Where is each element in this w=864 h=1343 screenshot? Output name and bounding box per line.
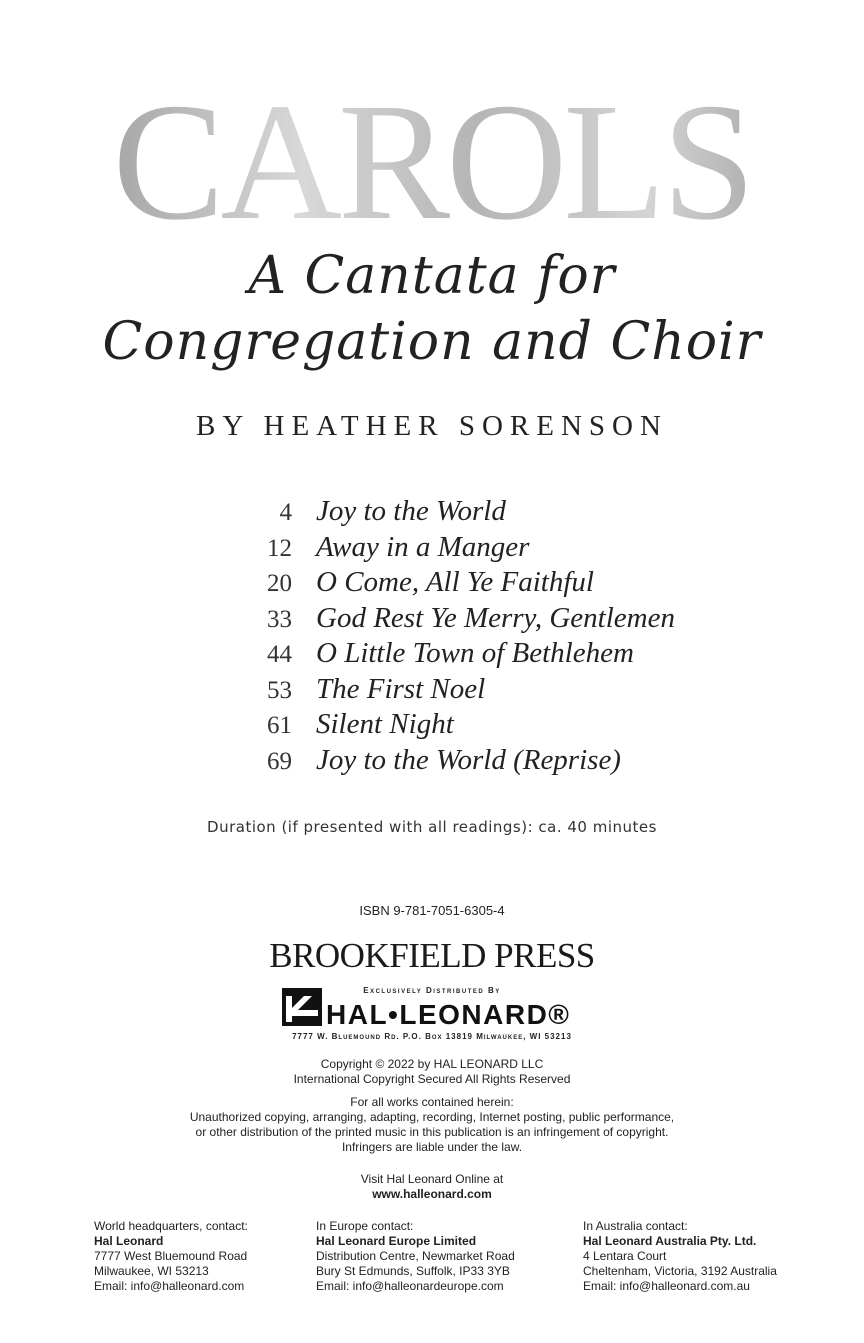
contents-page-number: 53 — [267, 676, 292, 704]
contact-address-line: Distribution Centre, Newmarket Road — [316, 1249, 515, 1263]
contact-europe — [316, 1219, 515, 1294]
contents-item — [258, 637, 678, 673]
contents-item — [258, 744, 678, 780]
contact-email[interactable]: Email: info@halleonard.com — [94, 1279, 245, 1293]
table-of-contents — [258, 495, 678, 779]
website-link[interactable]: www.halleonard.com — [372, 1187, 492, 1201]
distributor-wordmark: HAL•LEONARD® — [326, 999, 571, 1030]
contents-song-title: O Come, All Ye Faithful — [316, 566, 594, 598]
contents-page-number: 20 — [267, 570, 292, 597]
contact-email[interactable]: Email: info@halleonardeurope.com — [316, 1279, 504, 1293]
contents-song-title: Joy to the World (Reprise) — [316, 743, 621, 776]
contact-world-headquarters — [94, 1219, 248, 1294]
contents-item — [258, 495, 678, 531]
contents-page-number: 61 — [267, 712, 292, 739]
subtitle-line-1: A Cantata for — [248, 246, 616, 306]
notice-line: Unauthorized copying, arranging, adapting, recording, Internet posting, public performance, — [189, 1110, 675, 1124]
visit-label: Visit Hal Leonard Online at — [360, 1172, 504, 1186]
contents-song-title: O Little Town of Bethlehem — [316, 637, 634, 669]
hal-leonard-logo-icon — [282, 988, 322, 1026]
duration-note: Duration (if presented with all readings): ca. 40 minutes — [207, 818, 657, 836]
contact-address-line: Milwaukee, WI 53213 — [94, 1264, 209, 1278]
contact-org: Hal Leonard Europe Limited — [316, 1234, 477, 1248]
contents-song-title: Silent Night — [316, 708, 454, 740]
copyright-line: Copyright © 2022 by HAL LEONARD LLC — [320, 1057, 544, 1071]
isbn: ISBN 9-781-7051-6305-4 — [359, 903, 505, 918]
contact-org: Hal Leonard — [94, 1234, 164, 1248]
notice-line: or other distribution of the printed music in this publication is an infringement of copyright. — [195, 1125, 669, 1139]
distributed-by-label: Exclusively Distributed By — [363, 986, 501, 995]
author-byline: BY HEATHER SORENSON — [196, 410, 668, 442]
contact-australia — [583, 1219, 777, 1294]
contact-address-line: Bury St Edmunds, Suffolk, IP33 3YB — [316, 1264, 510, 1278]
contents-song-title: Away in a Manger — [316, 530, 530, 563]
contents-page-number: 12 — [267, 534, 292, 562]
subtitle-line-2: Congregation and Choir — [102, 312, 762, 372]
copyright-block — [0, 1057, 864, 1087]
contact-address-line: 7777 West Bluemound Road — [94, 1249, 248, 1263]
contact-heading: In Australia contact: — [583, 1219, 688, 1233]
contact-email[interactable]: Email: info@halleonard.com.au — [583, 1279, 750, 1293]
contents-song-title: The First Noel — [316, 672, 486, 705]
contents-song-title: Joy to the World — [316, 495, 506, 527]
copyright-line: International Copyright Secured All Rights Reserved — [293, 1072, 571, 1086]
contents-item — [258, 531, 678, 567]
main-title: CAROLS — [0, 78, 864, 246]
contents-page-number: 69 — [267, 747, 292, 775]
contents-page-number: 33 — [267, 605, 292, 633]
contact-heading: World headquarters, contact: — [94, 1219, 248, 1233]
contact-org: Hal Leonard Australia Pty. Ltd. — [583, 1234, 757, 1248]
contact-heading: In Europe contact: — [316, 1219, 414, 1233]
visit-online — [0, 1172, 864, 1202]
contents-page-number: 4 — [279, 499, 292, 526]
publisher-name: BROOKFIELD PRESS — [269, 936, 595, 975]
contact-address-line: Cheltenham, Victoria, 3192 Australia — [583, 1264, 777, 1278]
contents-item — [258, 673, 678, 709]
notice-line: Infringers are liable under the law. — [341, 1140, 523, 1154]
legal-notice — [0, 1095, 864, 1155]
contents-item — [258, 602, 678, 638]
contents-item — [258, 566, 678, 602]
notice-line: For all works contained herein: — [350, 1095, 514, 1109]
contents-song-title: God Rest Ye Merry, Gentlemen — [316, 601, 675, 634]
contact-address-line: 4 Lentara Court — [583, 1249, 667, 1263]
contents-item — [258, 708, 678, 744]
distributor-address: 7777 W. Bluemound Rd. P.O. Box 13819 Milwaukee, WI 53213 — [292, 1032, 572, 1041]
contents-page-number: 44 — [267, 641, 292, 668]
